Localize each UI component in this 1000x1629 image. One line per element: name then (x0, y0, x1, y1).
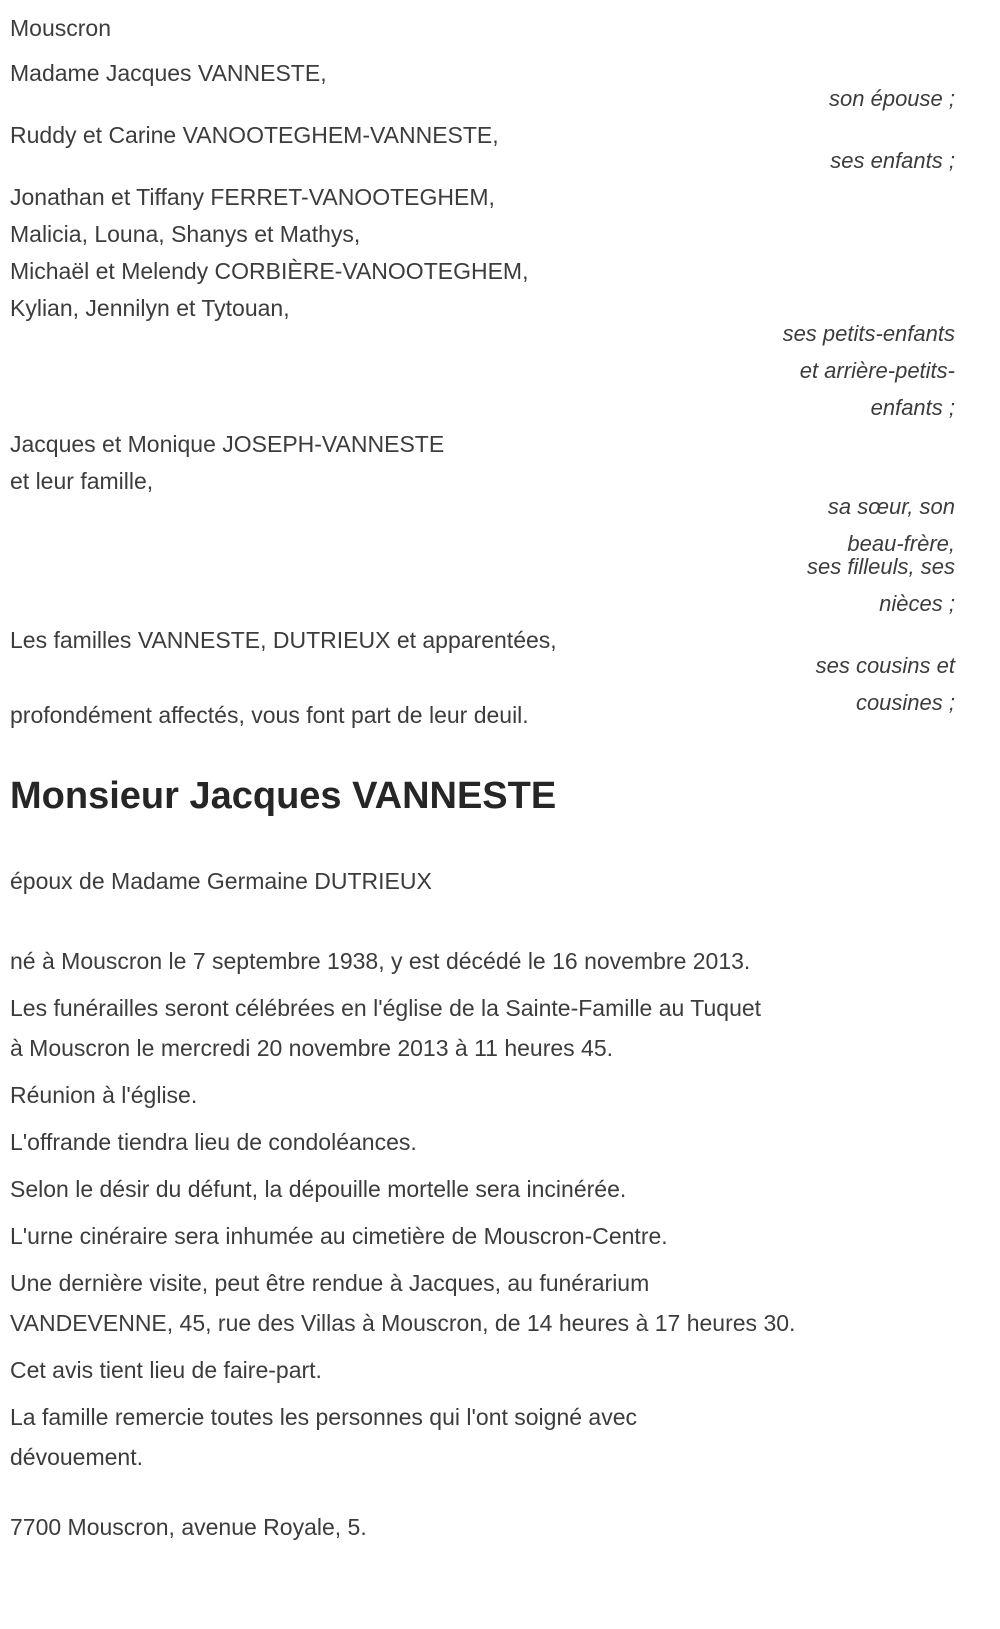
mourner-name-line: Jonathan et Tiffany FERRET-VANOOTEGHEM, (10, 184, 495, 210)
paragraph-line: VANDEVENNE, 45, rue des Villas à Mouscron, de 14 heures à 17 heures 30. (10, 1310, 796, 1336)
mourner-group-grandchildren (10, 179, 955, 426)
paragraph-line: dévouement. (10, 1444, 143, 1470)
mourner-name-line: Malicia, Louna, Shanys et Mathys, (10, 221, 361, 247)
paragraph-line: Réunion à l'église. (10, 1082, 198, 1108)
relation-label (10, 488, 955, 622)
relation-line: ses enfants ; (830, 148, 955, 173)
paragraph-line: L'urne cinéraire sera inhumée au cimetière de Mouscron-Centre. (10, 1223, 668, 1249)
notice-paragraph (10, 941, 955, 981)
notice-paragraph (10, 1216, 955, 1256)
deceased-name-heading: Monsieur Jacques VANNESTE (10, 775, 557, 817)
paragraph-line: né à Mouscron le 7 septembre 1938, y est décédé le 16 novembre 2013. (10, 948, 751, 974)
paragraph-line: Selon le désir du défunt, la dépouille mortelle sera incinérée. (10, 1176, 627, 1202)
relation-line: beau-frère, (847, 531, 955, 556)
city-label: Mouscron (10, 15, 111, 41)
notice-paragraph (10, 1122, 955, 1162)
relation-line: sa sœur, son (827, 494, 955, 519)
mourner-group-spouse (10, 55, 955, 117)
relation-line: nièces ; (879, 591, 955, 616)
mourner-names (10, 179, 955, 327)
relation-line: et arrière-petits- (799, 358, 955, 383)
mourner-group-children (10, 117, 955, 179)
relation-label (10, 315, 955, 426)
relation-line: son épouse ; (829, 86, 955, 111)
relation-line: ses cousins et (815, 653, 955, 678)
mourner-group-sister (10, 426, 955, 622)
address-line: 7700 Mouscron, avenue Royale, 5. (10, 1514, 367, 1540)
mourner-name-line: et leur famille, (10, 468, 154, 494)
notice-paragraph (10, 1350, 955, 1390)
mourner-name-line: Les familles VANNESTE, DUTRIEUX et apparentées, (10, 627, 557, 653)
paragraph-line: L'offrande tiendra lieu de condoléances. (10, 1129, 417, 1155)
notice-paragraph (10, 1397, 955, 1477)
relation-line: cousines ; (855, 690, 955, 715)
mourner-name-line: Ruddy et Carine VANOOTEGHEM-VANNESTE, (10, 122, 499, 148)
paragraph-line: Les funérailles seront célébrées en l'église de la Sainte-Famille au Tuquet (10, 995, 762, 1021)
paragraph-line: Cet avis tient lieu de faire-part. (10, 1357, 322, 1383)
paragraph-line: Une dernière visite, peut être rendue à Jacques, au funérarium (10, 1270, 650, 1296)
relation-line: ses filleuls, ses (807, 554, 955, 579)
paragraph-line: à Mouscron le mercredi 20 novembre 2013 à 11 heures 45. (10, 1035, 614, 1061)
closing-line: profondément affectés, vous font part de leur deuil. (10, 702, 529, 728)
spouse-line: époux de Madame Germaine DUTRIEUX (10, 868, 432, 894)
relation-line: enfants ; (870, 395, 955, 420)
notice-paragraph (10, 1075, 955, 1115)
paragraph-line: La famille remercie toutes les personnes qui l'ont soigné avec (10, 1404, 638, 1430)
mourner-name-line: Michaël et Melendy CORBIÈRE-VANOOTEGHEM, (10, 258, 529, 284)
mourner-name-line: Madame Jacques VANNESTE, (10, 60, 327, 86)
notice-paragraph (10, 988, 955, 1068)
notice-paragraph (10, 1263, 955, 1343)
notice-body (10, 941, 955, 1477)
relation-line: ses petits-enfants (782, 321, 955, 346)
mourner-name-line: Jacques et Monique JOSEPH-VANNESTE (10, 431, 445, 457)
notice-paragraph (10, 1169, 955, 1209)
mourner-name-line: Kylian, Jennilyn et Tytouan, (10, 295, 290, 321)
